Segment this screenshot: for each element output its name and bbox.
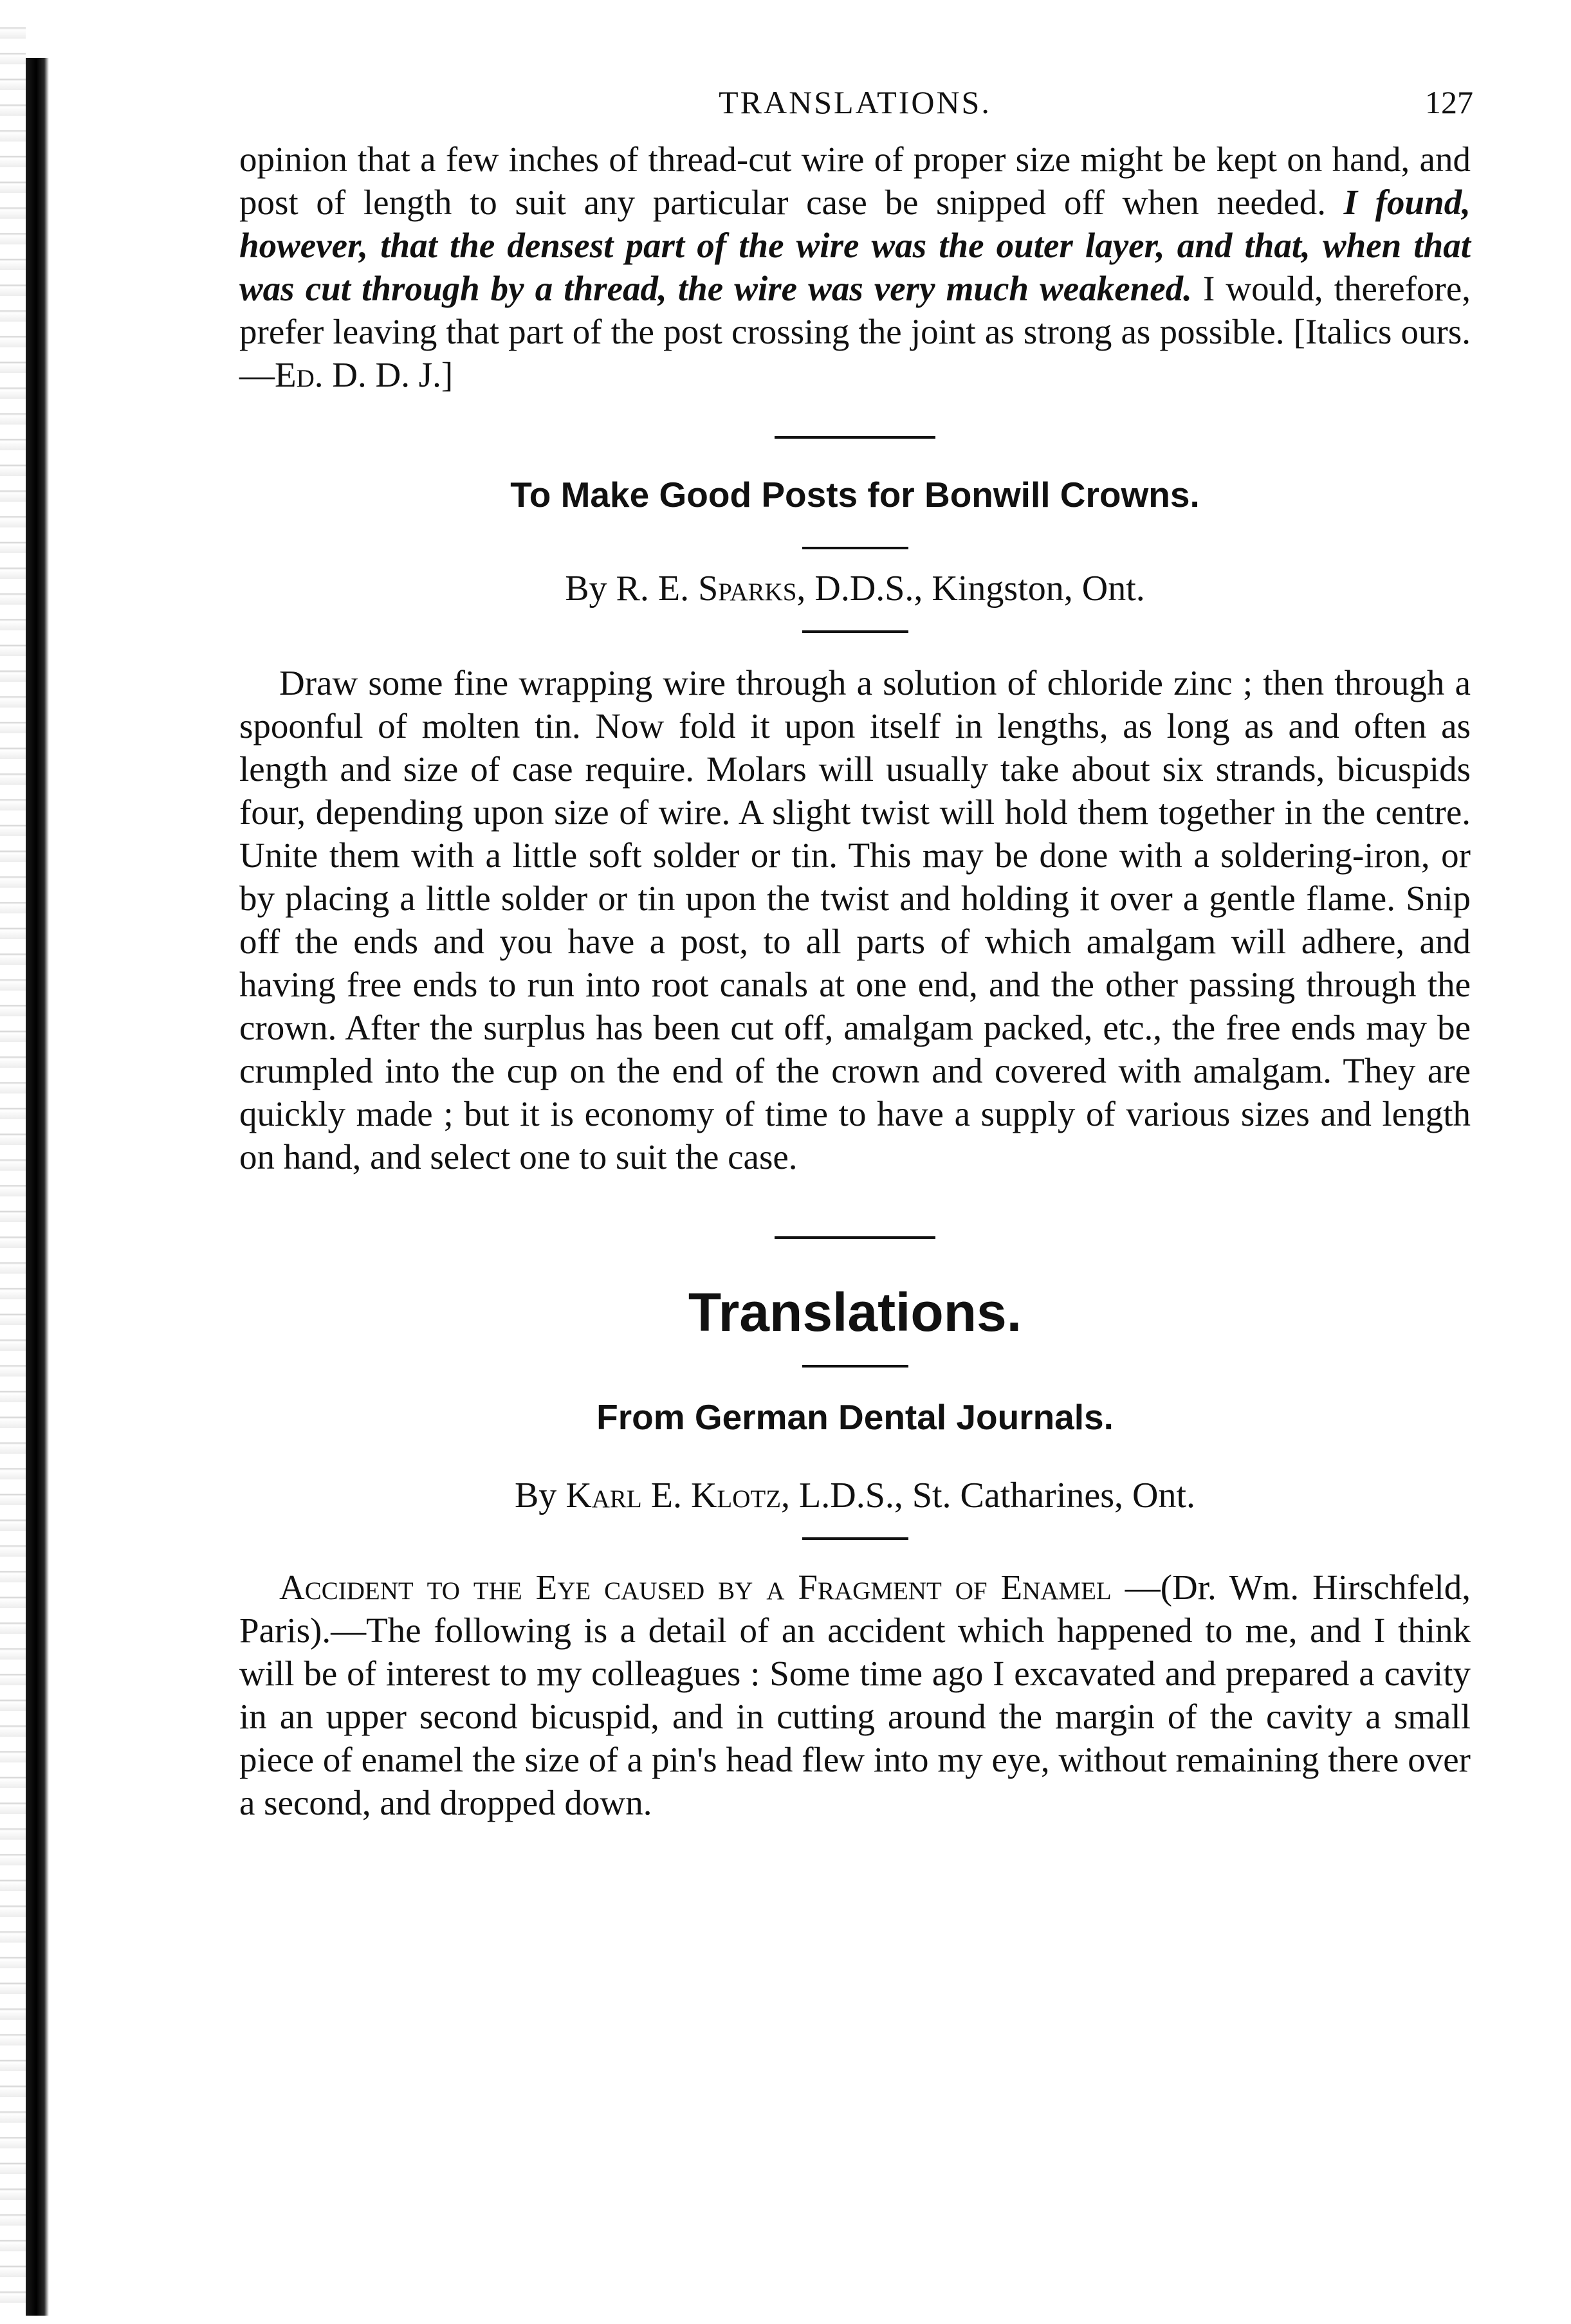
- page-binding-edge: [0, 13, 26, 2316]
- continued-paragraph: [239, 138, 1471, 396]
- running-head: [239, 84, 1471, 135]
- translator-name: Karl E. Klotz: [565, 1476, 782, 1515]
- byline-prefix: By: [514, 1476, 566, 1515]
- article-lead: Accident to the Eye caused by a Fragment of Enamel: [279, 1568, 1112, 1607]
- closing-bracket: ]: [441, 355, 454, 394]
- article-body: Draw some fine wrapping wire through a solution of chloride zinc ; then through a spoonful of molten tin. Now fold it upon itself in lengths, as long as and often as length and size of case require. Molars will usually take about six strands, bicuspids four, depending upon size of wire. A slight twist will hold them together in the centre. Unite them with a little soft solder or tin. This may be done with a soldering-iron, or by placing a little solder or tin upon the twist and holding it over a gentle flame. Snip off the ends and you have a post, to all parts of which amalgam will adhere, and having free ends to run into root canals at one end, and the other passing through the crown. After the surplus has been cut off, amalgam packed, etc., the free ends may be crumpled into the cup on the end of the crown and covered with amalgam. They are quickly made ; but it is economy of time to have a supply of various sizes and length on hand, and select one to suit the case.: [239, 663, 1471, 1176]
- author-name: Sparks: [698, 569, 797, 608]
- page-number: 127: [1425, 84, 1473, 120]
- section-divider: [775, 1236, 935, 1239]
- section-subtitle: From German Dental Journals.: [596, 1397, 1114, 1437]
- book-binding-shadow: [26, 58, 49, 2316]
- continued-text-end: I would, therefore, prefer leaving that part of the post crossing the joint as strong as possible. [Italics ours.—: [239, 269, 1471, 394]
- article-text: —(Dr. Wm. Hirschfeld, Paris).—The following is a detail of an accident which happened to me, and I think will be of interest to my colleagues : Some time ago I excavated and prepared a cavity in an upper second bicuspid, and in cutting around the margin of the cavity a small piece of enamel the size of a pin's head flew into my eye, without remaining there over a second, and dropped down.: [239, 1568, 1471, 1822]
- continued-text: opinion that a few inches of thread-cut wire of proper size might be kept on hand, and post of length to suit any particular case be snipped off when needed.: [239, 140, 1471, 222]
- byline-prefix: By R. E.: [565, 569, 699, 608]
- italic-passage: I found, however, that the densest part of the wire was the outer layer, and that, when that was cut through by a thread, the wire was very much weakened.: [239, 183, 1471, 308]
- byline-divider: [802, 1537, 908, 1540]
- article-body: [239, 1566, 1471, 1824]
- section-byline: [239, 1473, 1471, 1518]
- section-title-divider: [802, 1365, 908, 1368]
- editor-note: Ed. D. D. J.: [275, 355, 441, 394]
- running-head-title: TRANSLATIONS.: [719, 84, 991, 120]
- title-divider: [802, 547, 908, 549]
- byline-suffix: , L.D.S., St. Catharines, Ont.: [781, 1476, 1196, 1515]
- article-byline: [239, 566, 1471, 611]
- section-divider: [775, 436, 935, 439]
- byline-divider: [802, 630, 908, 633]
- byline-suffix: , D.D.S., Kingston, Ont.: [796, 569, 1145, 608]
- page-content: [239, 84, 1471, 1824]
- article-title: To Make Good Posts for Bonwill Crowns.: [510, 475, 1200, 515]
- section-title: Translations.: [688, 1282, 1022, 1342]
